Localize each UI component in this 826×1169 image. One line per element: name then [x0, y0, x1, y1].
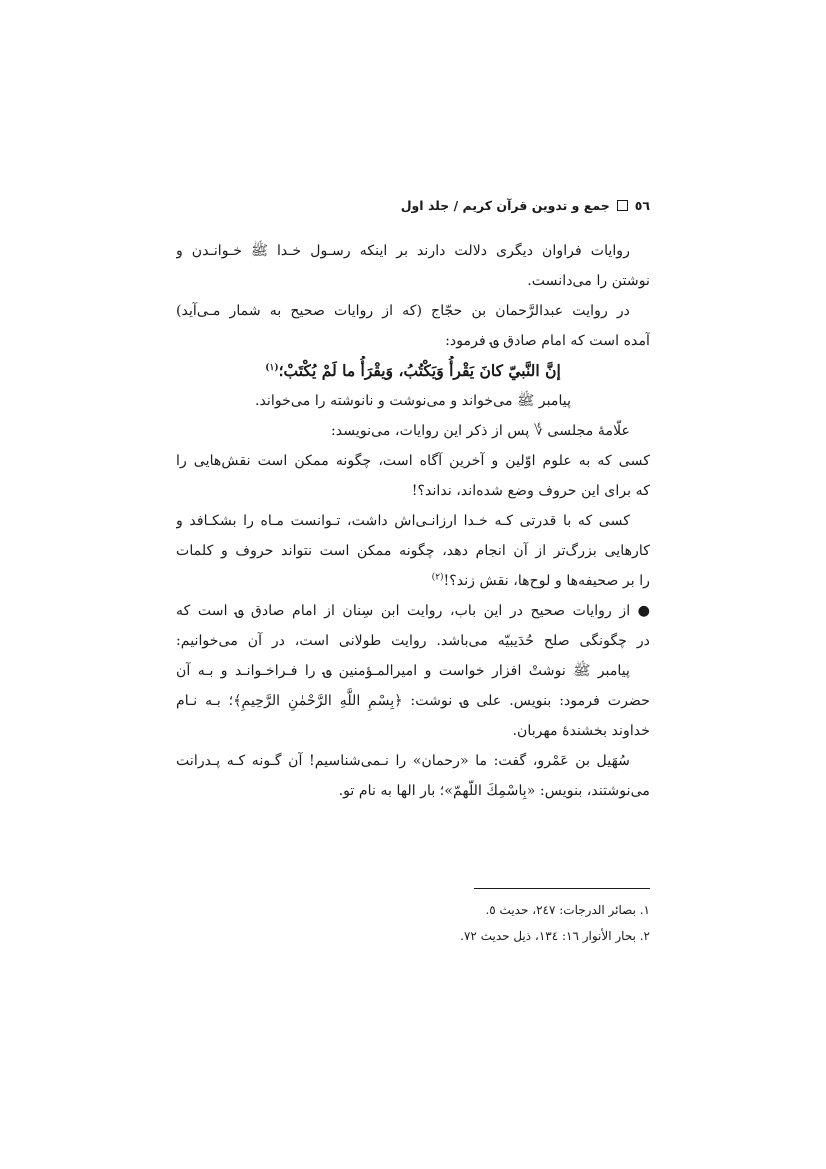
- text-line: كسى كه به علوم اوّلين و آخرين آگاه است، چگونه ممكن است نقش‌هايى را: [176, 453, 650, 469]
- text-line: مى‌نوشتند، بنويس: «بِاسْمِكَ اللّهمّ»؛ بار الها به نام تو.: [338, 783, 650, 799]
- running-header: [401, 198, 650, 213]
- text-line: آمده است كه امام صادق ؈ فرمود:: [445, 333, 650, 349]
- page-number: ٥٦: [634, 198, 650, 213]
- text-line: كسى كه با قدرتى كـه خـدا ارزانـى‌اش داشت، تـوانست مـاه را بشكـافد و: [176, 513, 630, 529]
- text-line: كه براى اين حروف وضع شده‌اند، نداند؟!: [411, 483, 650, 499]
- text-line: حضرت فرمود: بنويس. على ؈ نوشت: ﴿بِسْمِ اللَّهِ الرَّحْمٰنِ الرَّحِيمِ﴾؛ بـه نـام: [176, 693, 650, 709]
- text-line: خداوند بخشندهٔ مهربان.: [512, 723, 650, 739]
- text-line: در چگونگى صلح حُدَيبيّه مى‌باشد. روايت طولانى است، در آن مى‌خوانيم:: [176, 633, 650, 649]
- translation-line: پيامبر ﷺ مى‌خواند و مى‌نوشت و نانوشته را مى‌خواند.: [254, 393, 572, 409]
- footnote-1: ١. بصائر الدرجات: ٢٤٧، حديث ٥.: [485, 903, 650, 917]
- footnote-ref-2: (٢): [431, 572, 444, 583]
- footnote-ref-1: (١): [265, 362, 279, 373]
- text-line: علّامهٔ مجلسى ؇ پس از ذكر اين روايات، مى‌نويسد:: [331, 423, 630, 439]
- square-bullet-icon: [617, 200, 628, 211]
- body-text: [176, 236, 650, 806]
- footnote-separator: [474, 888, 650, 889]
- text-line-content: را بر صحيفه‌ها و لوح‌ها، نقش زند؟!: [443, 573, 650, 589]
- book-title: جمع و تدوين قرآن كريم / جلد اول: [400, 198, 610, 213]
- hadith-text: إنَّ النَّبيّ كانَ يَقْرأُ وَيَكْتُبُ، وَيقْرَأُ ما لَمْ يُكْتَبْ؛: [278, 361, 561, 380]
- text-line: ● از روايات صحيح در اين باب، روايت ابن سِنان از امام صادق ؈ است كه: [176, 603, 650, 619]
- text-line: [176, 566, 650, 596]
- hadith-line: [176, 356, 650, 386]
- text-line: كارهايى بزرگ‌تر از آن انجام دهد، چگونه ممكن است نتواند حروف و كلمات: [176, 543, 650, 559]
- text-line: پيامبر ﷺ نوشتْ افزار خواست و اميرالمـؤمنين ؈ را فـراخـوانـد و بـه آن: [176, 663, 630, 679]
- text-line: در روايت عبدالرَّحمان بن حجّاج (كه از روايات صحيح به شمار مـى‌آيد): [176, 303, 630, 319]
- text-line: روايات فراوان ديگرى دلالت دارند بر اينكه رسـول خـدا ﷺ خـوانـدن و: [176, 243, 630, 259]
- text-line: نوشتن را مى‌دانست.: [527, 273, 650, 289]
- text-line: سُهَيل بن عَمْرو، گفت: ما «رحمان» را نـمى‌شناسيم! آن گـونه كـه پـدرانت: [176, 753, 630, 769]
- footnotes: [176, 897, 650, 949]
- footnote-2: ٢. بحار الأنوار ١٦: ١٣٤، ذيل حديث ٧٢.: [460, 929, 650, 943]
